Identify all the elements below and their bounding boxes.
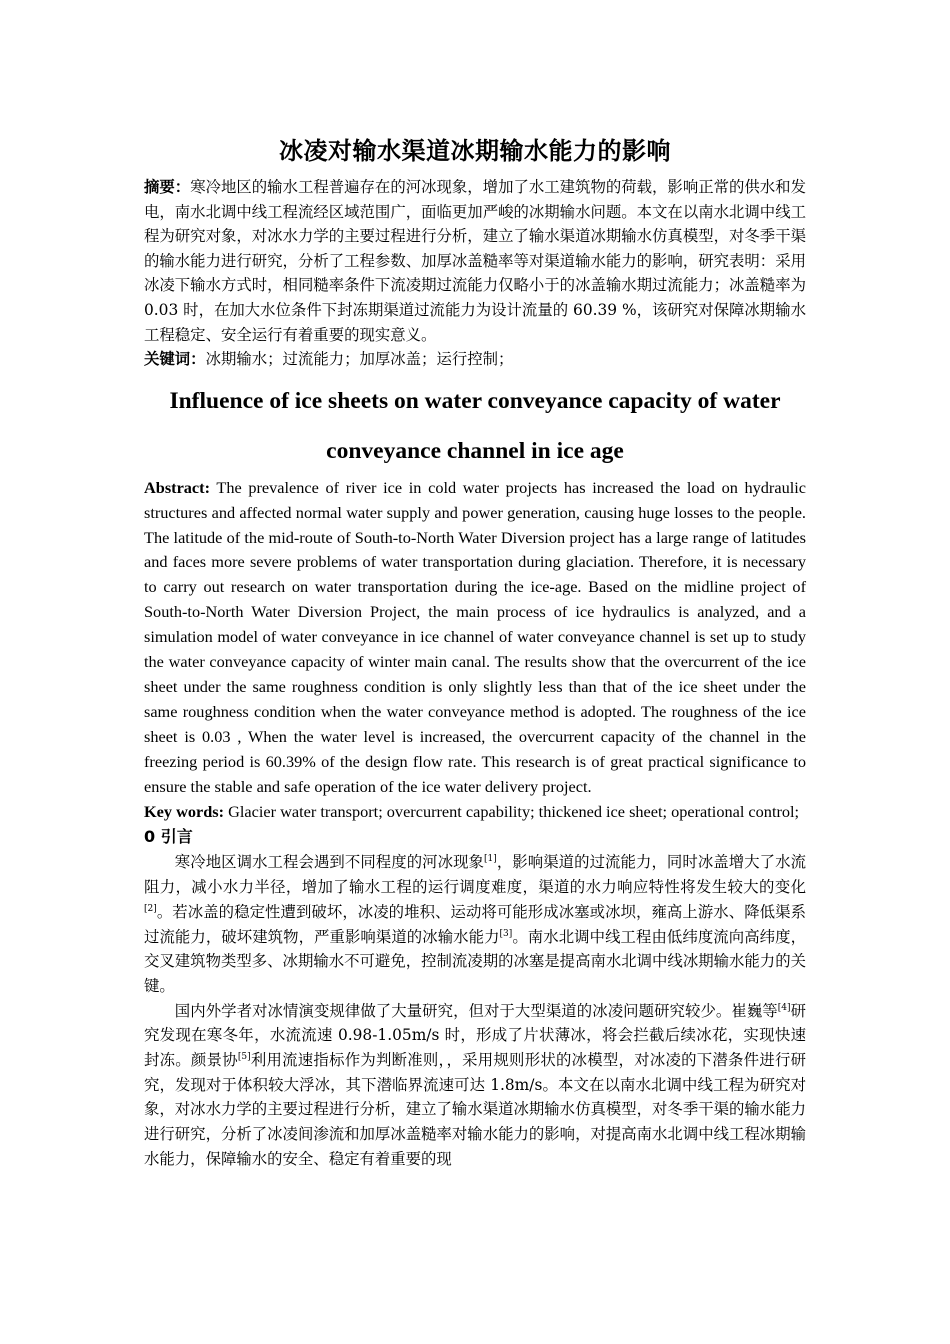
english-title: Influence of ice sheets on water conveyance capacity of water conveyance channel in ice age [169, 387, 781, 464]
citation-ref-3: [3] [499, 928, 513, 939]
chinese-keywords-text: 冰期输水；过流能力；加厚冰盖；运行控制； [205, 350, 514, 369]
intro-p1-text-1: 寒冷地区调水工程会遇到不同程度的河冰现象 [174, 853, 485, 872]
chinese-keywords-label: 关键词： [144, 350, 206, 369]
intro-p1-text-3: 。若冰盖的稳定性遭到破坏，冰凌的堆积、运动将可能形成冰塞或冰坝，雍高上游水、降低渠系过流能力，破坏建筑物，严重影响渠道的冰输水能力 [144, 902, 806, 946]
english-keywords-label: Key words: [144, 801, 225, 821]
citation-ref-2: [2] [144, 903, 157, 914]
citation-ref-1: [1] [484, 854, 497, 865]
intro-p2-text-2: 研究发现在寒冬年，水流流速 0.98-1.05m/s 时，形成了片状薄冰，将会拦截后续冰花，实现快速封冻。颜景协 [144, 1001, 806, 1070]
english-abstract-text: The prevalence of river ice in cold water projects has increased the load on hydraulic structures and affected normal water supply and power generation, causing huge losses to the people. The latitude of the mid-route of South-to-North Water Diversion project has a large range of latitudes and faces more severe problems of water transportation during glaciation. Therefore, it is necessary to carry out research on water transportation during the ice-age. Based on the midline project of South-to-North Water Diversion Project, the main process of ice hydraulics is analyzed, and a simulation model of water conveyance in ice channel of water conveyance channel is set up to study the water conveyance capacity of winter main canal. The results show that the overcurrent of the ice sheet under the same roughness condition is only slightly less than that of the ice sheet under the same roughness condition when the water conveyance method is adopted. The roughness of the ice sheet is 0.03 , When the water level is increased, the overcurrent capacity of the channel in the freezing period is 60.39% of the design flow rate. This research is of great practical significance to ensure the stable and safe operation of the ice water delivery project. [144, 477, 806, 796]
chinese-keywords [144, 347, 806, 372]
paper-page [144, 134, 806, 1172]
chinese-abstract-text: 寒冷地区的输水工程普遍存在的河冰现象，增加了水工建筑物的荷载，影响正常的供水和发电，南水北调中线工程流经区域范围广，面临更加严峻的冰期输水问题。本文在以南水北调中线工程为研究对象，对冰水力学的主要过程进行分析，建立了输水渠道冰期输水仿真模型，对冬季干渠的输水能力进行研究，分析了工程参数、加厚冰盖糙率等对渠道输水能力的影响，研究表明：采用冰凌下输水方式时，相同糙率条件下流凌期过流能力仅略小于的冰盖输水期过流能力；冰盖糙率为 0.03 时，在加大水位条件下封冻期渠道过流能力为设计流量的 60.39 %，该研究对保障冰期输水工程稳定、安全运行有着重要的现实意义。 [144, 178, 806, 344]
intro-p1-text-2: ，影响渠道的过流能力，同时冰盖增大了水流阻力，减小水力半径，增加了输水工程的运行调度难度，渠道的水力响应特性将发生较大的变化 [144, 853, 806, 897]
citation-ref-5: [5] [237, 1051, 251, 1062]
chinese-abstract-label: 摘要： [144, 178, 191, 196]
chinese-title: 冰凌对输水渠道冰期输水能力的影响 [279, 137, 671, 165]
introduction-paragraph-2 [144, 999, 806, 1172]
citation-ref-4: [4] [777, 1002, 791, 1013]
english-keywords [144, 800, 806, 825]
intro-p2-text-1: 国内外学者对冰情演变规律做了大量研究，但对于大型渠道的冰凌问题研究较少。崔巍等 [174, 1001, 778, 1020]
intro-p1-text-4: 。南水北调中线工程由低纬度流向高纬度，交叉建筑物类型多、冰期输水不可避免，控制流凌期的冰塞是提高南水北调中线冰期输水能力的关键。 [144, 927, 806, 995]
english-abstract [144, 476, 806, 800]
chinese-abstract [144, 175, 806, 347]
english-keywords-text: Glacier water transport; overcurrent capability; thickened ice sheet; operational control; [224, 801, 800, 821]
english-abstract-label: Abstract: [144, 477, 211, 497]
intro-p2-text-3: 利用流速指标作为判断准则，，采用规则形状的冰模型，对冰凌的下潜条件进行研究，发现对于体积较大浮冰，其下潜临界流速可达 1.8m/s。本文在以南水北调中线工程为研究对象，对冰水力学的主要过程进行分析，建立了输水渠道冰期输水仿真模型，对冬季干渠的输水能力进行研究，分析了冰凌间渗流和加厚冰盖糙率对输水能力的影响，对提高南水北调中线工程冰期输水能力，保障输水的安全、稳定有着重要的现 [144, 1051, 806, 1168]
introduction-paragraph-1 [144, 850, 806, 998]
introduction-heading: 0 引言 [144, 827, 193, 847]
